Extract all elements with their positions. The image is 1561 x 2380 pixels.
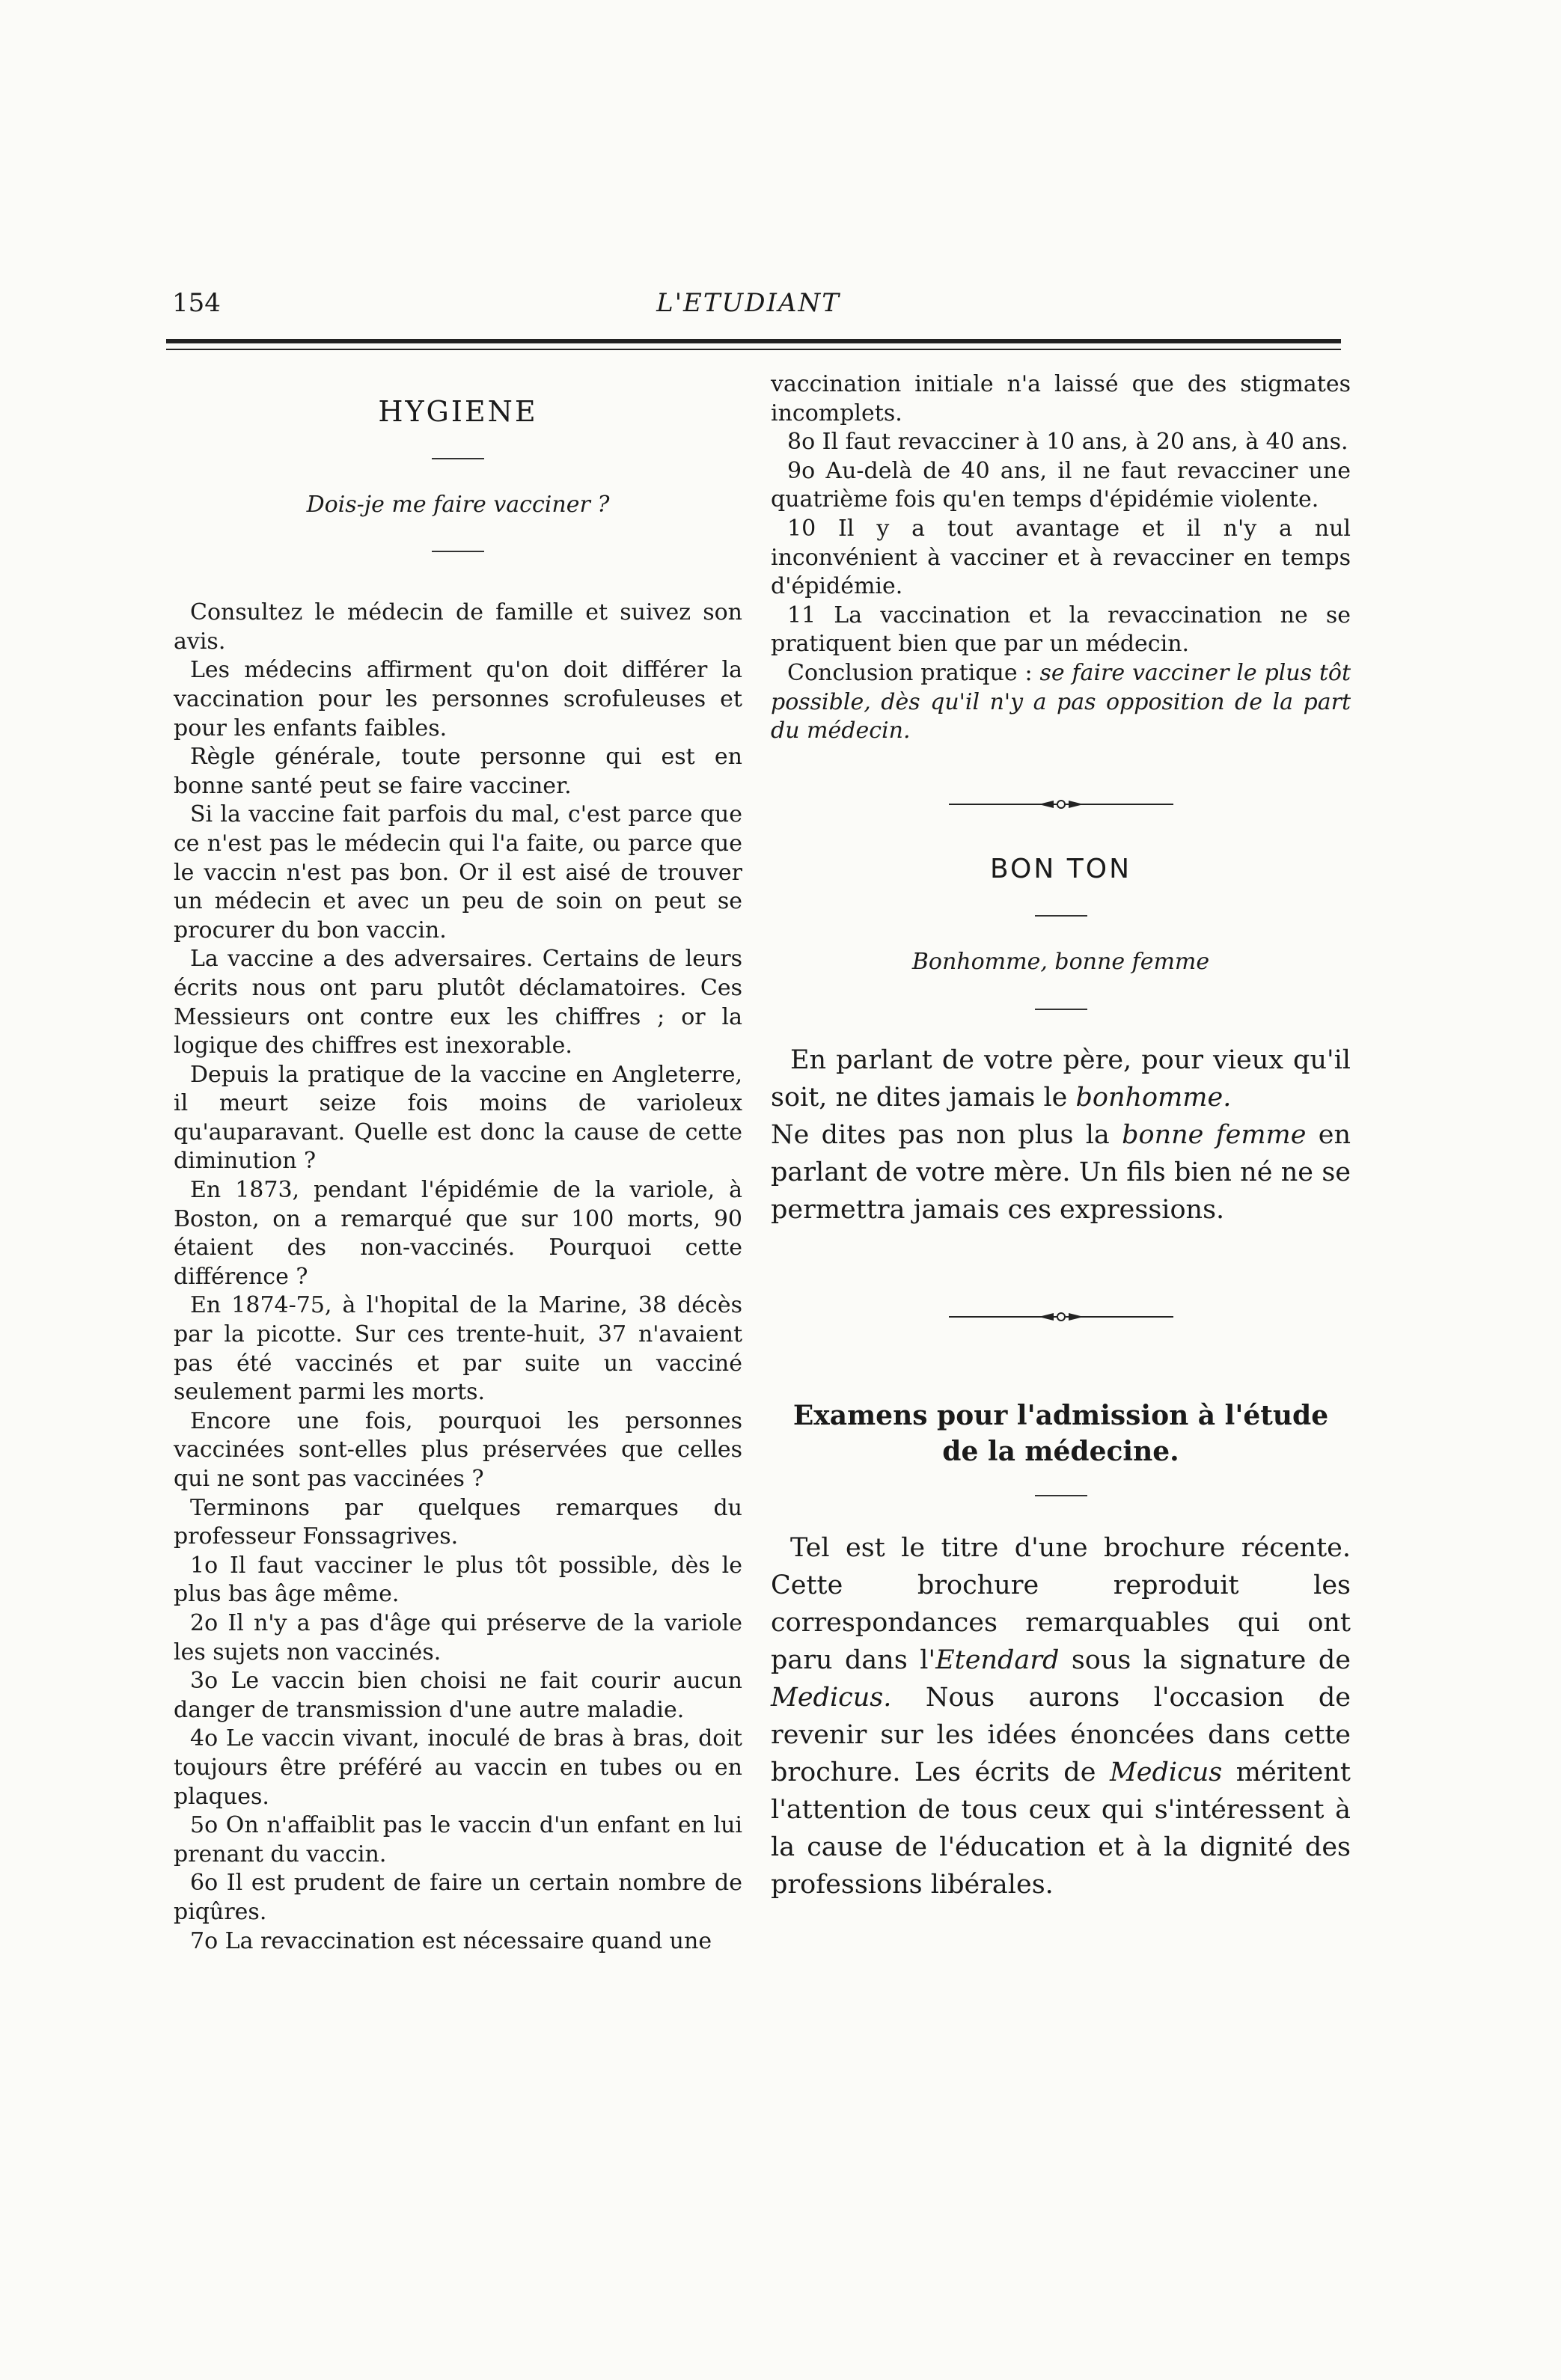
- text-emphasis: Medicus: [1109, 1757, 1223, 1787]
- header-rule-thin: [166, 349, 1341, 350]
- list-item: 9o Au-delà de 40 ans, il ne faut revacciner une quatrième fois qu'en temps d'épidémie violente.: [771, 457, 1351, 513]
- paragraph: [771, 1041, 1351, 1116]
- list-item: 11 La vaccination et la revaccination ne se pratiquent bien que par un médecin.: [771, 602, 1351, 658]
- divider-dash: [1035, 1495, 1087, 1496]
- header-rule-thick: [166, 339, 1341, 343]
- paragraph: Si la vaccine fait parfois du mal, c'est parce que ce n'est pas le médecin qui l'a faite, ou parce que le vaccin n'est pas bon. Or il est aisé de trouver un médecin et avec un peu de soin on peut se procurer du bon vaccin.: [174, 801, 742, 943]
- text-emphasis: bonhomme.: [1075, 1082, 1232, 1113]
- conclusion-label: Conclusion pratique :: [787, 659, 1033, 686]
- page-number: 154: [172, 288, 221, 318]
- text-run: en parlant de votre mère. Un fils bien né ne se permettra jamais ces expressions.: [771, 1119, 1351, 1225]
- text-run: Ne dites pas non plus la: [771, 1119, 1122, 1150]
- examens-body: [771, 1529, 1351, 1903]
- section-ornament: [949, 798, 1173, 810]
- section-title-bonton: BON TON: [989, 853, 1132, 884]
- list-item: 1o Il faut vacciner le plus tôt possible, dès le plus bas âge même.: [174, 1552, 742, 1608]
- text-emphasis: Etendard: [935, 1645, 1060, 1675]
- list-item: 3o Le vaccin bien choisi ne fait courir aucun danger de transmission d'une autre maladie.: [174, 1668, 742, 1723]
- list-item: 4o Le vaccin vivant, inoculé de bras à bras, doit toujours être préféré au vaccin en tubes ou en plaques.: [174, 1725, 742, 1810]
- paragraph: [771, 1116, 1351, 1229]
- section-ornament: [949, 1311, 1173, 1323]
- list-item: 5o On n'affaiblit pas le vaccin d'un enfant en lui prenant du vaccin.: [174, 1812, 742, 1867]
- paragraph-continuation: vaccination initiale n'a laissé que des stigmates incomplets.: [771, 371, 1351, 426]
- running-head: [157, 288, 1339, 333]
- right-column: [771, 370, 1351, 1903]
- text-run: En parlant de votre père, pour vieux qu'il soit, ne dites jamais le: [771, 1044, 1351, 1113]
- paragraph: Encore une fois, pourquoi les personnes vaccinées sont-elles plus préservées que celles qui ne sont pas vaccinées ?: [174, 1407, 742, 1492]
- paragraph: En 1874-75, à l'hopital de la Marine, 38 décès par la picotte. Sur ces trente-huit, 37 n'avaient pas été vaccinés et par suite un vacciné seulement parmi les morts.: [174, 1292, 742, 1406]
- paragraph: En 1873, pendant l'épidémie de la variole, à Boston, on a remarqué que sur 100 morts, 90 étaient des non-vaccinés. Pourquoi cette différence ?: [174, 1177, 742, 1290]
- section-subtitle: Dois-je me faire vacciner ?: [306, 491, 610, 518]
- text-run: méritent l'attention de tous ceux qui s'intéressent à la cause de l'éducation et à la dignité des professions libérales.: [771, 1757, 1351, 1900]
- list-item: 8o Il faut revacciner à 10 ans, à 20 ans, à 40 ans.: [787, 429, 1348, 456]
- left-column: [174, 370, 742, 1956]
- paragraph: Règle générale, toute personne qui est en bonne santé peut se faire vacciner.: [174, 744, 742, 799]
- list-item: 10 Il y a tout avantage et il n'y a nul inconvénient à vacciner et à revacciner en temps d'épidémie.: [771, 515, 1351, 600]
- section-subtitle: Bonhomme, bonne femme: [911, 949, 1210, 976]
- text-run: sous la signature de: [1059, 1645, 1351, 1675]
- divider-dash: [1035, 1009, 1087, 1010]
- divider-dash: [432, 551, 484, 552]
- journal-title: L'ETUDIANT: [656, 288, 840, 318]
- list-item: 6o Il est prudent de faire un certain nombre de piqûres.: [174, 1870, 742, 1925]
- list-item: 2o Il n'y a pas d'âge qui préserve de la variole les sujets non vaccinés.: [174, 1609, 742, 1665]
- paragraph: Depuis la pratique de la vaccine en Angleterre, il meurt seize fois moins de varioleux qu'auparavant. Quelle est donc la cause de cette diminution ?: [174, 1061, 742, 1175]
- text-emphasis: Medicus.: [771, 1682, 892, 1713]
- section-title-hygiene: HYGIENE: [378, 395, 538, 428]
- divider-dash: [1035, 915, 1087, 917]
- paragraph: Terminons par quelques remarques du professeur Fonssagrives.: [174, 1494, 742, 1550]
- paragraph: Les médecins affirment qu'on doit différer la vaccination pour les personnes scrofuleuses et pour les enfants faibles.: [174, 657, 742, 741]
- paragraph: Consultez le médecin de famille et suivez son avis.: [174, 599, 742, 655]
- bonton-body: [771, 1041, 1351, 1229]
- paragraph: La vaccine a des adversaires. Certains de leurs écrits nous ont paru plutôt déclamatoires. Ces Messieurs ont contre eux les chiffres ; or la logique des chiffres est inexorable.: [174, 946, 742, 1059]
- text-emphasis: bonne femme: [1122, 1119, 1307, 1150]
- conclusion-text: se faire vacciner le plus tôt possible, dès qu'il n'y a pas opposition de la part du médecin.: [771, 659, 1351, 744]
- section-title-examens: Examens pour l'admission à l'étude de la médecine.: [792, 1399, 1329, 1467]
- divider-dash: [432, 458, 484, 459]
- paragraph: [771, 1529, 1351, 1903]
- conclusion-paragraph: [771, 659, 1351, 746]
- text-run: Tel est le titre d'une brochure récente. Cette brochure reproduit les correspondances remarquables qui ont paru dans l': [771, 1532, 1351, 1675]
- list-item: 7o La revaccination est nécessaire quand une: [190, 1927, 712, 1954]
- text-run: Nous aurons l'occasion de revenir sur les idées énoncées dans cette brochure. Les écrits de: [771, 1682, 1351, 1787]
